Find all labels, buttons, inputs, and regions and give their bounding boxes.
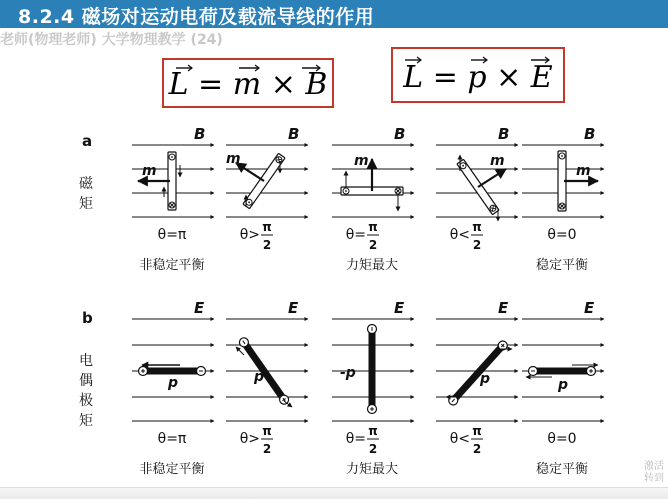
- panel_b-angle-1-prefix: θ>: [239, 431, 260, 447]
- loop-a-4-end1-dot: [561, 155, 563, 157]
- panel_b-col1-field-label: E: [288, 299, 299, 317]
- panel_a-col4-field-label: B: [584, 125, 596, 143]
- panel_b-caption-max: 力矩最大: [345, 462, 399, 477]
- moment-label-a-1: m: [226, 151, 241, 167]
- formula-magnetic: [164, 60, 332, 106]
- formula-electric-svg: [393, 49, 563, 101]
- panel_a-angle-0-text: θ=π: [157, 227, 187, 243]
- panel_a-col0-field-label: B: [194, 125, 206, 143]
- panel_b-angle-3-num: π: [472, 424, 482, 438]
- panel_a-angle-1: [240, 220, 273, 252]
- panel_b-caption-stable: 稳定平衡: [535, 462, 589, 477]
- watermark-text: 老师(物理老师) 大学物理教学 (24): [0, 32, 223, 48]
- panel_a-angle-2-den: 2: [368, 238, 378, 252]
- panel_b-col2-field-label: E: [394, 299, 405, 317]
- corner-note-line-2: 转到: [644, 473, 664, 484]
- moment-label-b-2: -p: [340, 365, 356, 381]
- panel_a-side-char-1: 矩: [79, 196, 93, 212]
- panel_b-angle-4-text: θ=0: [547, 431, 577, 447]
- moment-label-b-0: p: [168, 375, 179, 391]
- formula-electric-text: L = p × E: [403, 60, 553, 95]
- panel_b-col3-field-label: E: [498, 299, 509, 317]
- panel_b-col0-field-label: E: [194, 299, 205, 317]
- panel_a-angle-3: [450, 220, 483, 252]
- dipole-b-4-body: [533, 368, 591, 374]
- moment-label-a-4: m: [576, 163, 591, 179]
- moment-label-a-0: m: [142, 163, 157, 179]
- force-arrow-b-1-top: [236, 347, 244, 355]
- panel_a-angle-1-num: π: [262, 220, 272, 234]
- status-bar: [0, 487, 668, 499]
- moment-label-b-3: p: [480, 371, 491, 387]
- dipole-b-0-body: [143, 368, 201, 374]
- moment-arrow-a-3: [478, 169, 506, 187]
- panel_b-label: b: [82, 309, 93, 327]
- panel_a-side-char-0: 磁: [79, 176, 93, 192]
- panel_a-angle-0: [158, 227, 187, 243]
- panel_a-caption-stable: 稳定平衡: [535, 258, 589, 273]
- panel_b-side-char-0: 电: [79, 353, 93, 369]
- panel_a-caption-unstable: 非稳定平衡: [139, 258, 205, 273]
- formula-magnetic-svg: [164, 60, 332, 106]
- formula-magnetic-text: L = m × B: [168, 67, 328, 102]
- panel_b-angle-2-den: 2: [368, 442, 378, 456]
- panel_a-angle-2: [346, 220, 379, 252]
- moment-label-b-1: p: [254, 369, 265, 385]
- panel_b-angle-0-text: θ=π: [157, 431, 187, 447]
- page-title: 8.2.4 磁场对运动电荷及载流导线的作用: [18, 6, 375, 28]
- formula-box-magnetic: [162, 58, 334, 108]
- loop-a-0-end1-dot: [171, 156, 173, 158]
- panel_b-angle-4: [547, 431, 576, 447]
- panel_a-angle-3-num: π: [472, 220, 482, 234]
- dipole-b-2: [368, 325, 377, 414]
- corner-note: [644, 461, 664, 485]
- panel_b-angle-0: [158, 431, 187, 447]
- panel_b-angle-2-prefix: θ=: [345, 431, 366, 447]
- loop-a-2-end1-dot: [345, 190, 347, 192]
- dipole-b-4: [529, 367, 596, 376]
- moment-label-a-2: m: [354, 153, 369, 169]
- panel_b-caption-unstable: 非稳定平衡: [139, 462, 205, 477]
- panel_b-side-char-2: 极: [79, 393, 93, 409]
- panel_b-angle-1-den: 2: [262, 442, 272, 456]
- panel_a-col1-field-label: B: [288, 125, 300, 143]
- panel_b-angle-3-den: 2: [472, 442, 482, 456]
- corner-note-line-1: 激活: [644, 461, 664, 472]
- panel_a-angle-1-den: 2: [262, 238, 272, 252]
- dipole-b-2-body: [369, 329, 375, 409]
- panel_a-caption-max: 力矩最大: [345, 258, 399, 273]
- formula-electric: [393, 49, 563, 101]
- panel_a-angle-4-text: θ=0: [547, 227, 577, 243]
- panel_a-angle-4: [547, 227, 576, 243]
- panel_b-angle-1-num: π: [262, 424, 272, 438]
- torque-diagram: [0, 115, 668, 495]
- panel_b-angle-2: [346, 424, 379, 456]
- panel_a-angle-3-den: 2: [472, 238, 482, 252]
- panel_a-col2-field-label: B: [394, 125, 406, 143]
- formula-box-electric: [391, 47, 565, 103]
- panel_b-angle-3-prefix: θ<: [449, 431, 470, 447]
- panel_a-label: a: [82, 132, 93, 150]
- panel_b-side-char-1: 偶: [79, 373, 93, 389]
- panel_b-col4-field-label: E: [584, 299, 595, 317]
- moment-label-a-3: m: [490, 153, 505, 169]
- panel_a-angle-1-prefix: θ>: [239, 227, 260, 243]
- panel_a-angle-3-prefix: θ<: [449, 227, 470, 243]
- panel_a-col3-field-label: B: [498, 125, 510, 143]
- moment-label-b-4: p: [558, 377, 569, 393]
- panel_b-angle-3: [450, 424, 483, 456]
- dipole-b-3-body: [451, 343, 505, 402]
- panel_b-side-char-3: 矩: [79, 413, 93, 429]
- panel_a-angle-2-num: π: [368, 220, 378, 234]
- panel_a-angle-2-prefix: θ=: [345, 227, 366, 243]
- panel_b-angle-1: [240, 424, 273, 456]
- panel_b-angle-2-num: π: [368, 424, 378, 438]
